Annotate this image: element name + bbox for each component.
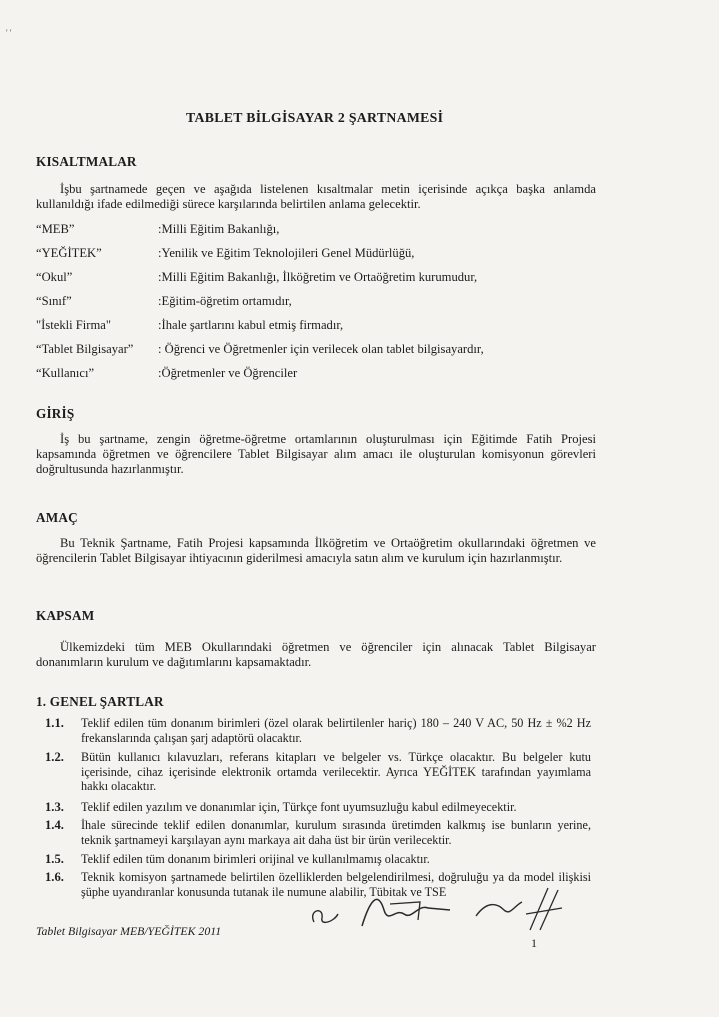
page-number: 1 (531, 936, 537, 950)
item-text: Teklif edilen yazılım ve donanımlar için, Türkçe font uyumsuzluğu kabul edilmeyecektir. (81, 800, 517, 814)
section-heading-amac: AMAÇ (36, 510, 78, 525)
kisaltmalar-intro: İşbu şartnamede geçen ve aşağıda listelenen kısaltmalar metin içerisinde açıkça başka anlamda kullanıldığı ifade edilmediği sürece karşılarında belirtilen anlama gelecektir. (36, 182, 596, 211)
item-text: İhale sürecinde teklif edilen donanımlar, kurulum sırasında üretimden kalkmış ise bunların yerine, teknik şartnameyi karşılayan aynı markaya ait daha üst bir ürün verilecektir. (81, 818, 591, 847)
abbr-key: “Okul” (36, 270, 73, 284)
abbr-value: : Öğrenci ve Öğretmenler için verilecek olan tablet bilgisayardır, (158, 342, 484, 356)
section-heading-kisaltmalar: KISALTMALAR (36, 154, 137, 169)
item-number: 1.1. (45, 716, 64, 730)
item-number: 1.2. (45, 750, 64, 764)
document-title: TABLET BİLGİSAYAR 2 ŞARTNAMESİ (186, 110, 444, 125)
section-heading-giris: GİRİŞ (36, 406, 75, 421)
item-number: 1.4. (45, 818, 64, 832)
amac-paragraph: Bu Teknik Şartname, Fatih Projesi kapsamında İlköğretim ve Ortaöğretim okullarındaki öğretmen ve öğrencilerin Tablet Bilgisayar ihtiyacının giderilmesi amacıyla satın alım ve kurulum için hazırlanmıştır. (36, 536, 596, 565)
item-text: Bütün kullanıcı kılavuzları, referans kitapları ve belgeler vs. Türkçe olacaktır. Bu belgeler kutu içerisinde, cihaz içerisinde elektronik ortamda verilecektir. Ayrıca YEĞİTEK tarafından yayımlama hakkı olacaktır. (81, 750, 591, 793)
abbr-key: “MEB” (36, 222, 75, 236)
corner-mark: ' ' (6, 28, 12, 38)
abbr-value: :Yenilik ve Eğitim Teknolojileri Genel Müdürlüğü, (158, 246, 415, 260)
item-text: Teknik komisyon şartnamede belirtilen özelliklerden belgelendirilmesi, doğruluğu ya da model ilişkisi şüphe uyandıranlar konusunda tutanak ile numune alabilir, Tübitak ve TSE (81, 870, 591, 899)
footer-text: Tablet Bilgisayar MEB/YEĞİTEK 2011 (36, 924, 222, 938)
abbr-key: “Tablet Bilgisayar” (36, 342, 134, 356)
signatures-image (300, 880, 570, 940)
item-number: 1.6. (45, 870, 64, 884)
abbr-value: :İhale şartlarını kabul etmiş firmadır, (158, 318, 344, 332)
abbr-key: "İstekli Firma" (36, 318, 111, 332)
abbr-key: “Kullanıcı” (36, 366, 95, 380)
section-heading-genel-sartlar: 1. GENEL ŞARTLAR (36, 694, 164, 709)
giris-paragraph: İş bu şartname, zengin öğretme-öğretme ortamlarının oluşturulması için Eğitimde Fatih Projesi kapsamında öğretmen ve öğrencilere Tablet Bilgisayar alım amacı ile oluşturulan komisyonun görevleri doğrultusunda hazırlanmıştır. (36, 432, 596, 476)
item-text: Teklif edilen tüm donanım birimleri (özel olarak belirtilenler hariç) 180 – 240 V AC, 50 Hz ± %2 Hz frekanslarında çalışan şarj adaptörü olacaktır. (81, 716, 591, 745)
item-text: Teklif edilen tüm donanım birimleri orijinal ve kullanılmamış olacaktır. (81, 852, 430, 866)
abbr-value: :Milli Eğitim Bakanlığı, (158, 222, 280, 236)
section-heading-kapsam: KAPSAM (36, 608, 95, 623)
abbr-key: “YEĞİTEK” (36, 246, 102, 260)
abbr-value: :Milli Eğitim Bakanlığı, İlköğretim ve Ortaöğretim kurumudur, (158, 270, 478, 284)
abbr-key: “Sınıf” (36, 294, 72, 308)
kapsam-paragraph: Ülkemizdeki tüm MEB Okullarındaki öğretmen ve öğrenciler için alınacak Tablet Bilgisayar donanımların kurulum ve dağıtımlarını kapsamaktadır. (36, 640, 596, 669)
item-number: 1.5. (45, 852, 64, 866)
abbr-value: :Öğretmenler ve Öğrenciler (158, 366, 298, 380)
item-number: 1.3. (45, 800, 64, 814)
abbr-value: :Eğitim-öğretim ortamıdır, (158, 294, 292, 308)
